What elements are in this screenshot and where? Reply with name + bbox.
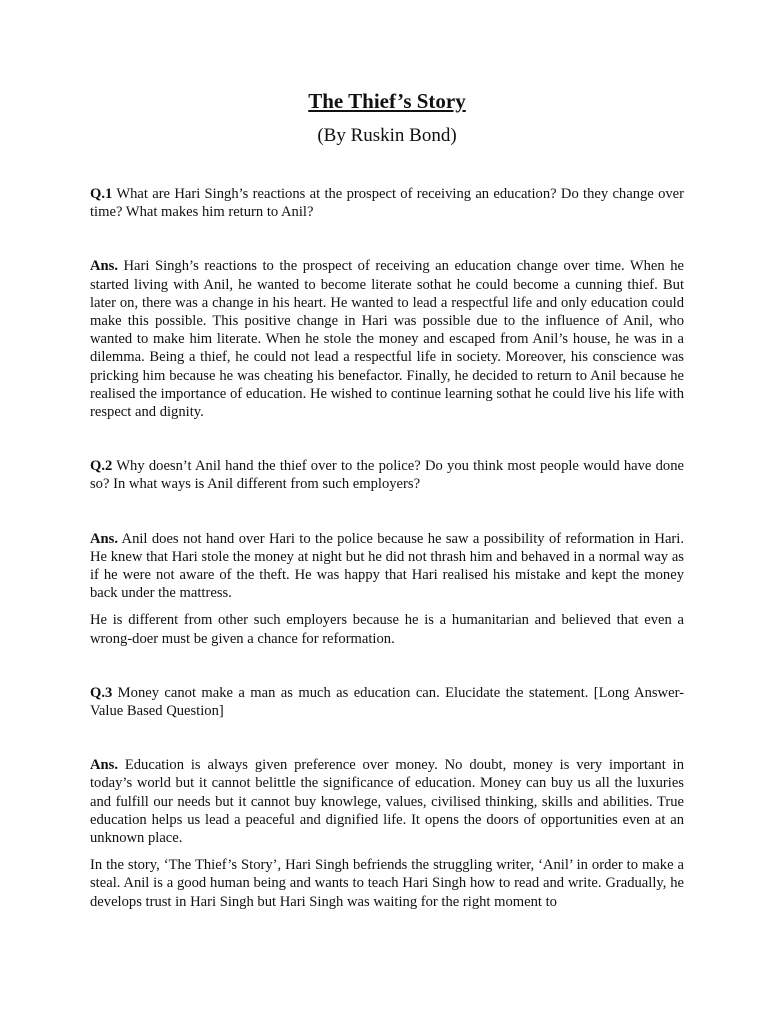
question-1-text: What are Hari Singh’s reactions at the prospect of receiving an education? Do they change over time? What makes him return to Anil?: [90, 186, 684, 221]
question-1: [90, 185, 684, 221]
question-3-label: Q.3: [90, 684, 113, 701]
question-3: [90, 684, 684, 720]
answer-1: [90, 257, 684, 421]
answer-3-text: Education is always given preference over money. No doubt, money is very important in today’s world but it cannot belittle the significance of education. Money can buy us all the luxuries and fulfill our needs but it cannot buy knowlege, values, civilised thinking, skills and abilities. True education helps us lead a peaceful and dignified life. It opens the doors of opportunities even at an unknown place.: [90, 757, 684, 847]
answer-2-label: Ans.: [90, 530, 118, 547]
question-2-text: Why doesn’t Anil hand the thief over to the police? Do you think most people would have done so? In what ways is Anil different from such employers?: [90, 458, 684, 493]
document-title: The Thief’s Story: [308, 89, 466, 113]
answer-2-paragraph-2: He is different from other such employers because he is a humanitarian and believed that even a wrong-doer must be given a chance for reformation.: [90, 612, 684, 647]
answer-1-label: Ans.: [90, 258, 118, 275]
answer-2: [90, 530, 684, 603]
answer-3: [90, 756, 684, 847]
document-author: (By Ruskin Bond): [317, 125, 457, 146]
answer-2-text: Anil does not hand over Hari to the police because he saw a possibility of reformation in Hari. He knew that Hari stole the money at night but he did not thrash him and behaved in a normal way as if he were not aware of the theft. He was happy that Hari realised his mistake and kept the money back under the mattress.: [90, 530, 684, 602]
question-2: [90, 457, 684, 493]
question-2-label: Q.2: [90, 458, 113, 475]
question-1-label: Q.1: [90, 186, 113, 202]
question-3-text: Money canot make a man as much as education can. Elucidate the statement. [Long Answer-Value Based Question]: [90, 684, 684, 720]
document-page: [90, 88, 684, 911]
answer-1-text: Hari Singh’s reactions to the prospect of receiving an education change over time. When he started living with Anil, he wanted to become literate sothat he could become a cunning thief. But later on, there was a change in his heart. He wanted to lead a respectful life and only education could make this possible. This positive change in Hari was possible due to the influence of Anil, who wanted to make him literate. When he stole the money and escaped from Anil’s house, he was in a dilemma. Being a thief, he could not lead a respectful life in society. Moreover, his conscience was pricking him because he was cheating his benefactor. Finally, he decided to return to Anil because he realised the importance of education. He wished to continue learning sothat he could live his life with respect and dignity.: [90, 258, 684, 421]
answer-3-label: Ans.: [90, 757, 118, 774]
answer-3-paragraph-2: In the story, ‘The Thief’s Story’, Hari Singh befriends the struggling writer, ‘Anil’ in order to make a steal. Anil is a good human being and wants to teach Hari Singh how to read and write. Gradually, he develops trust in Hari Singh but Hari Singh was waiting for the right moment to: [90, 857, 684, 910]
